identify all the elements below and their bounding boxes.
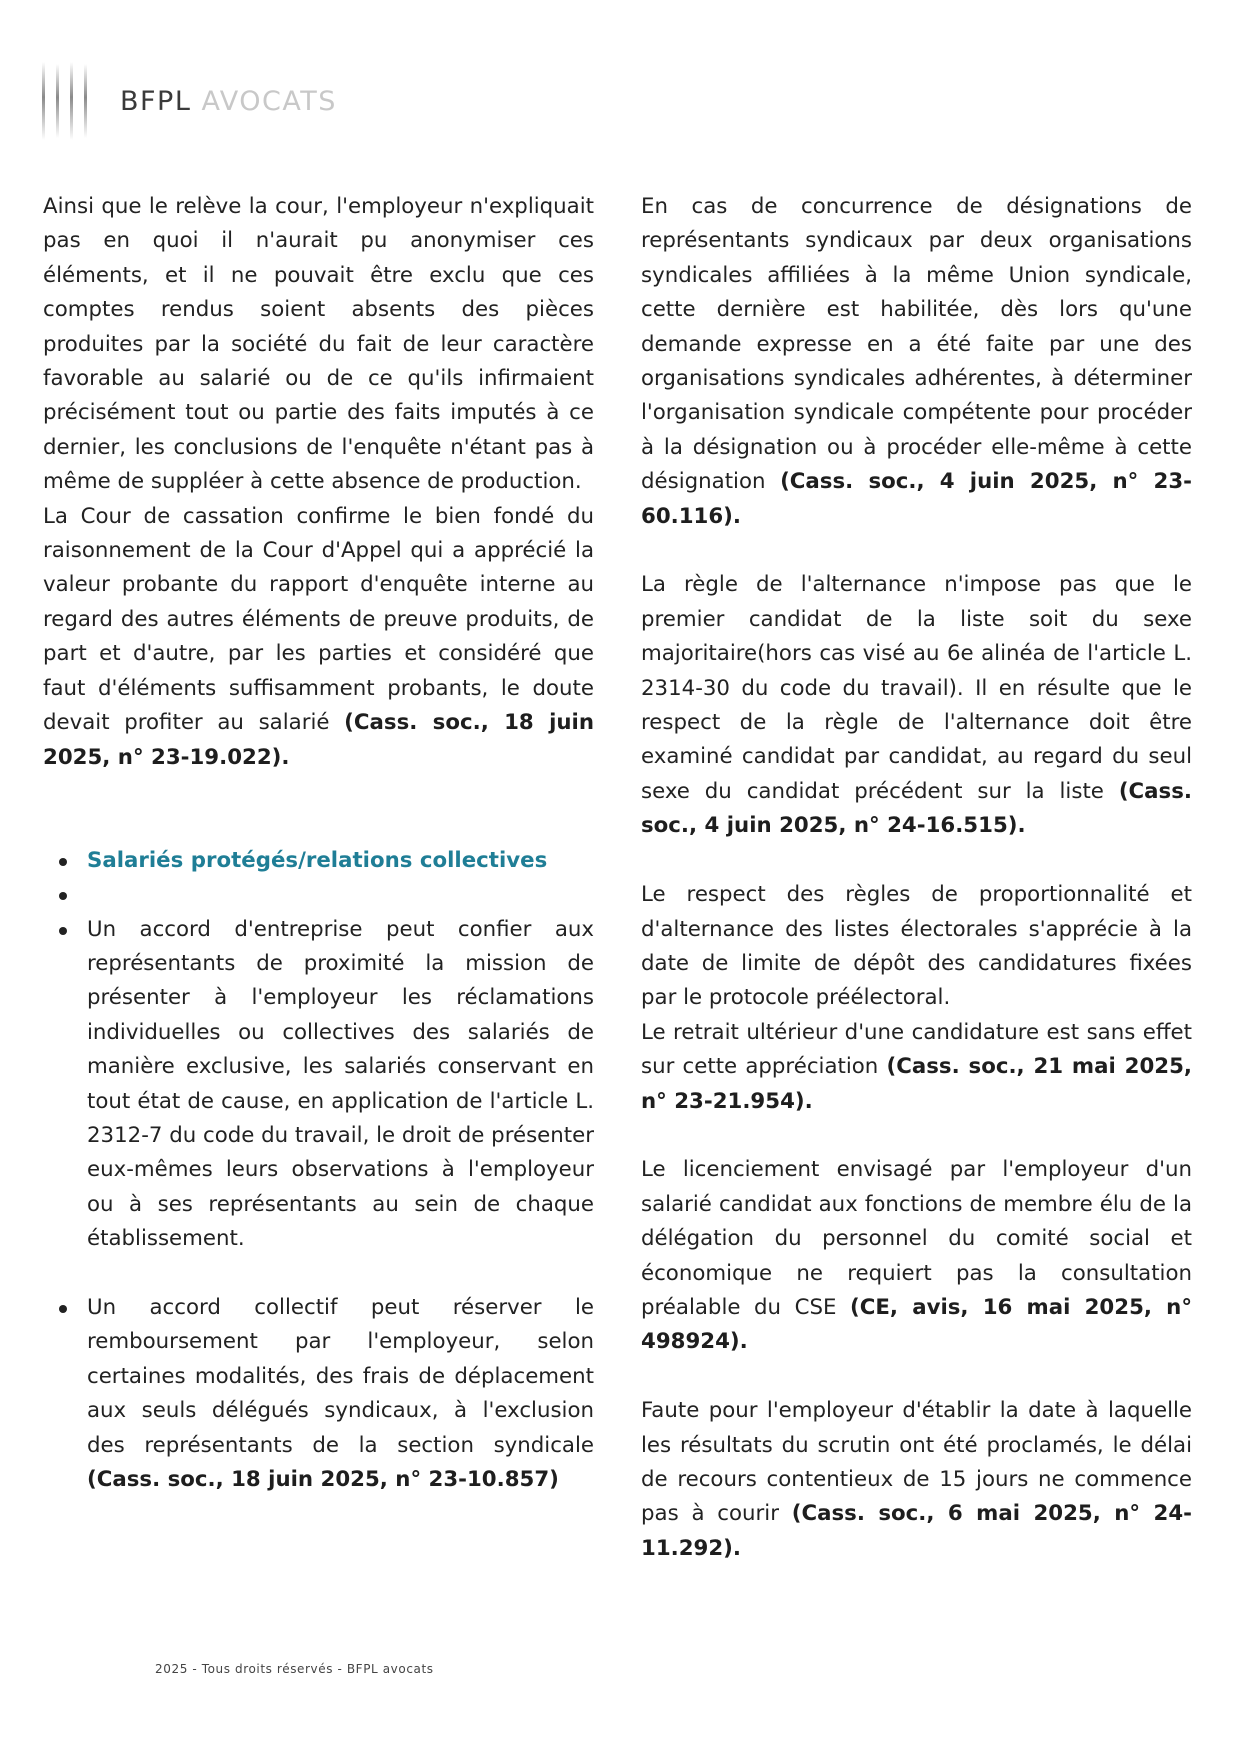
section-heading-item bbox=[43, 844, 594, 878]
paragraph-text: La Cour de cassation confirme le bien fondé du raisonnement de la Cour d'Appel qui a apprécié la valeur probante du rapport d'enquête interne au regard des autres éléments de preuve produits, de part et d'autre, par les parties et considéré que faut d'éléments suffisamment probants, le doute devait profiter au salarié bbox=[43, 503, 594, 736]
section-heading: Salariés protégés/relations collectives bbox=[87, 847, 548, 873]
logo-bars-icon bbox=[42, 62, 102, 142]
case-reference: (Cass. soc., 6 mai 2025, n° 24-11.292). bbox=[641, 1501, 1192, 1561]
right-column bbox=[641, 190, 1192, 1566]
case-reference: (Cass. soc., 4 juin 2025, n° 24-16.515). bbox=[641, 778, 1192, 839]
paragraph-proportionnalite: Le respect des règles de proportionnalité et d'alternance des listes électorales s'apprécie à la date de limite de dépôt des candidatures fixées par le protocole préélectoral. bbox=[641, 882, 1192, 1011]
case-reference: (Cass. soc., 21 mai 2025, n° 23-21.954). bbox=[641, 1054, 1192, 1114]
paragraph-text: La règle de l'alternance n'impose pas que le premier candidat de la liste soit du sexe majoritaire(hors cas visé au 6e alinéa de l'article L. 2314-30 du code du travail). Il en résulte que le respect de la règle de l'alternance doit être examiné candidat par candidat, au regard du seul sexe du candidat précédent sur la liste bbox=[641, 572, 1192, 804]
list-item bbox=[43, 1291, 594, 1497]
list-item-text: Un accord collectif peut réserver le remboursement par l'employeur, selon certaines modalités, des frais de déplacement aux seuls délégués syndicaux, à l'exclusion des représentants de la section syndicale bbox=[87, 1294, 594, 1458]
logo-wordmark-secondary: AVOCATS bbox=[201, 86, 337, 117]
bullet-list-2 bbox=[43, 913, 594, 1257]
logo-wordmark-primary: BFPL bbox=[120, 86, 192, 117]
paragraph-text: Le licenciement envisagé par l'employeur d'un salarié candidat aux fonctions de membre élu de la délégation du personnel du comité social et économique ne requiert pas la consultation préalable du CSE bbox=[641, 1157, 1192, 1320]
paragraph-text: Faute pour l'employeur d'établir la date à laquelle les résultats du scrutin ont été proclamés, le délai de recours contentieux de 15 jours ne commence pas à courir bbox=[641, 1398, 1192, 1527]
case-reference: (Cass. soc., 18 juin 2025, n° 23-10.857) bbox=[87, 1466, 559, 1492]
left-column bbox=[43, 190, 594, 1497]
firm-logo bbox=[42, 62, 402, 142]
paragraph-enquete: Ainsi que le relève la cour, l'employeur n'expliquait pas en quoi il n'aurait pu anonymiser ces éléments, et il ne pouvait être exclu que ces comptes rendus soient absents des pièces produites par la société du fait de leur caractère favorable au salarié ou de ce qu'ils infirmaient précisément tout ou partie des faits imputés à ce dernier, les conclusions de l'enquête n'étant pas à même de suppléer à cette absence de production. bbox=[43, 194, 594, 495]
paragraph-designation bbox=[641, 190, 1192, 534]
paragraph-recours bbox=[641, 1394, 1192, 1566]
paragraph-cassation bbox=[43, 500, 594, 775]
case-reference: (Cass. soc., 18 juin 2025, n° 23-19.022). bbox=[43, 710, 594, 770]
list-item bbox=[43, 913, 594, 1257]
case-reference: (Cass. soc., 4 juin 2025, n° 23-60.116). bbox=[641, 469, 1192, 529]
bullet-list bbox=[43, 844, 594, 913]
paragraph-text: Le retrait ultérieur d'une candidature est sans effet sur cette appréciation bbox=[641, 1019, 1192, 1080]
list-item-text: Un accord d'entreprise peut confier aux représentants de proximité la mission de présenter à l'employeur les réclamations individuelles ou collectives des salariés de manière exclusive, les salariés conservant en tout état de cause, en application de l'article L. 2312-7 du code du travail, le droit de présenter eux-mêmes leurs observations à l'employeur ou à ses représentants au sein de chaque établissement. bbox=[87, 916, 594, 1252]
page-footer: 2025 - Tous droits réservés - BFPL avocats bbox=[155, 1662, 434, 1676]
paragraph-licenciement bbox=[641, 1153, 1192, 1359]
bullet-list-3 bbox=[43, 1291, 594, 1497]
logo-wordmark bbox=[120, 86, 337, 117]
paragraph-retrait bbox=[641, 1016, 1192, 1119]
case-reference: (CE, avis, 16 mai 2025, n° 498924). bbox=[641, 1294, 1192, 1355]
paragraph-text: En cas de concurrence de désignations de représentants syndicaux par deux organisations syndicales affiliées à la même Union syndicale, cette dernière est habilitée, dès lors qu'une demande expresse en a été faite par une des organisations syndicales adhérentes, à déterminer l'organisation syndicale compétente pour procéder à la désignation ou à procéder elle-même à cette désignation bbox=[641, 194, 1192, 495]
paragraph-alternance bbox=[641, 568, 1192, 843]
